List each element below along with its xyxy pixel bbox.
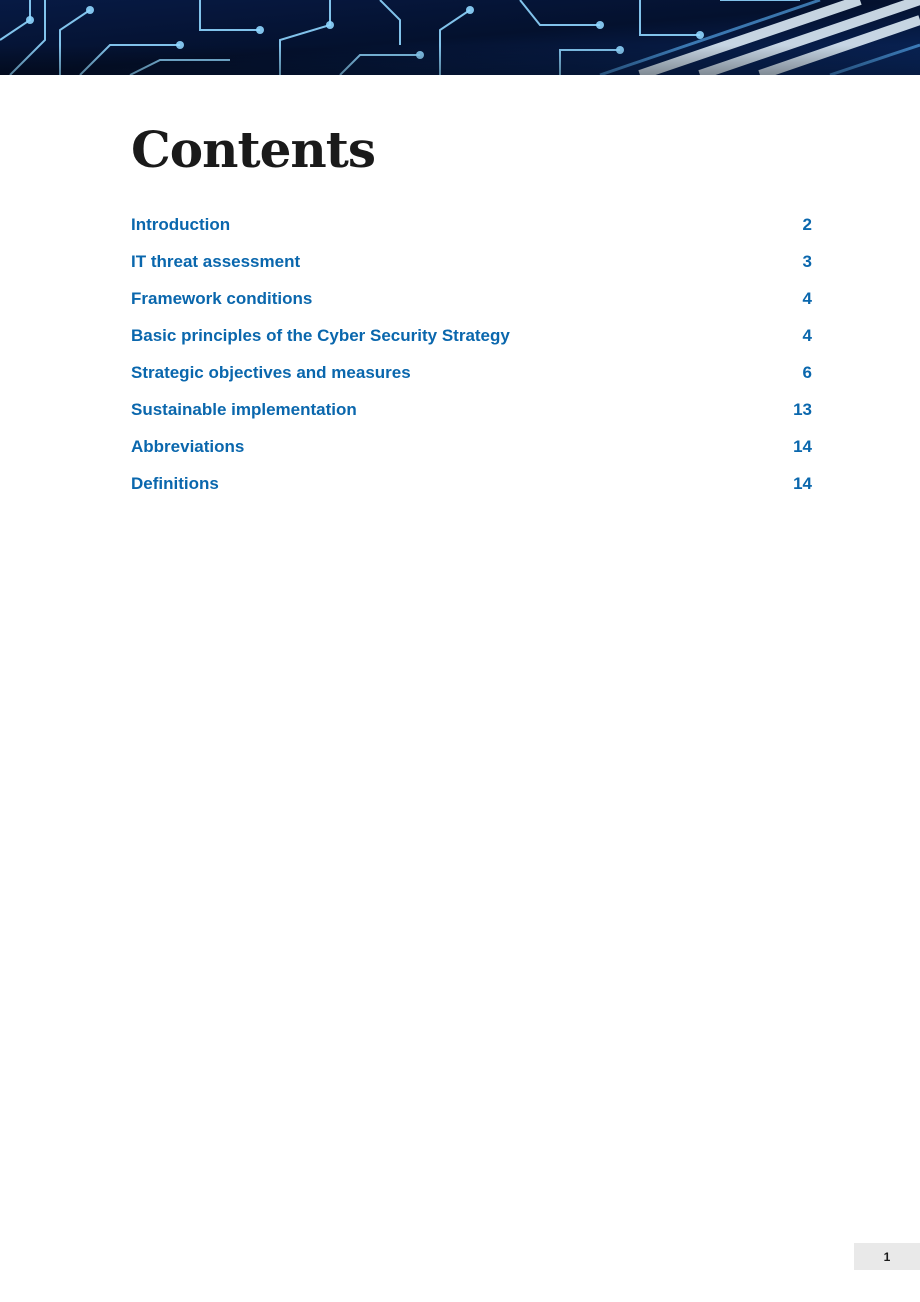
toc-entry-it-threat-assessment[interactable]	[131, 250, 812, 287]
toc-entry-label: Introduction	[131, 215, 231, 234]
toc-entry-label: IT threat assessment	[131, 252, 301, 271]
toc-entry-page-number: 14	[793, 437, 812, 456]
toc-entry-label: Basic principles of the Cyber Security Strategy	[131, 326, 510, 345]
toc-entry-label: Definitions	[131, 474, 219, 493]
header-banner-circuit-image	[0, 0, 920, 75]
toc-entry-abbreviations[interactable]	[131, 435, 812, 472]
table-of-contents	[131, 213, 812, 509]
page-number-box	[854, 1243, 920, 1270]
toc-entry-label: Sustainable implementation	[131, 400, 357, 419]
toc-entry-page-number: 4	[802, 326, 812, 345]
toc-entry-label: Abbreviations	[131, 437, 245, 456]
toc-entry-label: Strategic objectives and measures	[131, 363, 411, 382]
toc-entry-page-number: 2	[802, 215, 812, 234]
toc-entry-definitions[interactable]	[131, 472, 812, 509]
toc-entry-page-number: 3	[802, 252, 812, 271]
toc-entry-sustainable-implementation[interactable]	[131, 398, 812, 435]
toc-entry-page-number: 6	[802, 363, 812, 382]
toc-entry-introduction[interactable]	[131, 213, 812, 250]
toc-entry-page-number: 4	[802, 289, 812, 308]
page-title: Contents	[131, 120, 376, 179]
toc-entry-page-number: 14	[793, 474, 812, 493]
page-number: 1	[883, 1249, 891, 1264]
toc-entry-page-number: 13	[793, 400, 812, 419]
toc-entry-framework-conditions[interactable]	[131, 287, 812, 324]
toc-entry-strategic-objectives[interactable]	[131, 361, 812, 398]
toc-entry-label: Framework conditions	[131, 289, 313, 308]
toc-entry-basic-principles[interactable]	[131, 324, 812, 361]
